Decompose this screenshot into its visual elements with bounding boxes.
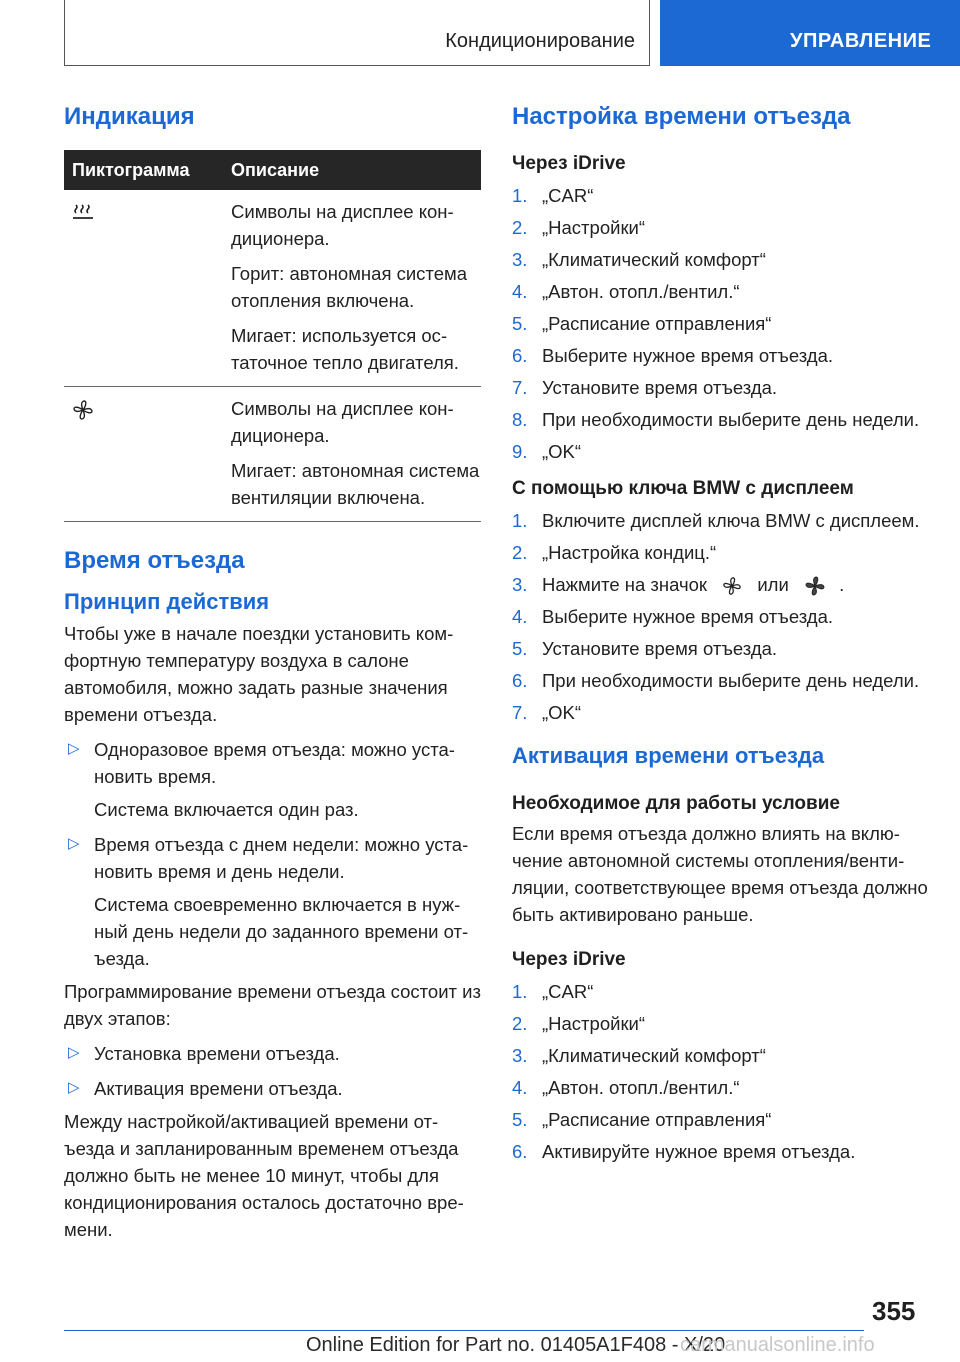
departure-heading: Время отъезда [64, 547, 245, 574]
heating-icon [72, 202, 94, 222]
condition-heading: Необходимое для работы условие [512, 793, 840, 814]
list-item: 1. „CAR“ [512, 981, 594, 1002]
list-item [64, 736, 481, 790]
principle-intro: Чтобы уже в начале поездки установить комфортную температуру воздуха в салоне автомобиля, можно задать разные значения времени отъезда. [64, 623, 454, 725]
bullet1-sub: Система включается один раз. [94, 799, 359, 820]
list-item: 5. Установите время отъезда. [512, 638, 778, 659]
header-section-tab [64, 0, 650, 66]
list-item: 9. „OK“ [512, 441, 582, 462]
list-item: 2. „Настройки“ [512, 1013, 646, 1034]
activation-heading: Активация времени отъезда [512, 743, 825, 768]
list-item: 6. Выберите нужное время отъезда. [512, 345, 833, 366]
activation-idrive-heading: Через iDrive [512, 949, 626, 970]
list-item: 5. „Расписание отправления“ [512, 1109, 772, 1130]
condition-text: Если время отъезда должно влиять на включение автономной системы отопления/вентиляции, соответствующее время отъезда должно быть активировано раньше. [512, 823, 928, 925]
list-item: 5. „Расписание отправления“ [512, 313, 772, 334]
table-header-description: Описание [231, 159, 320, 180]
setup-key-steps [512, 507, 932, 726]
row1-line1: Символы на дисплее кондиционера. [231, 201, 454, 249]
programming-text: Программирование времени отъезда состоит из двух этапов: [64, 981, 481, 1029]
triangle-bullet-icon: ▷ [68, 1044, 80, 1061]
setup-key-heading: С помощью ключа BMW с дисплеем [512, 478, 854, 499]
list-item: 2. „Настройки“ [512, 217, 646, 238]
right-column [512, 100, 932, 1170]
list-item: 3. „Климатический комфорт“ [512, 1045, 766, 1066]
list-item: 8. При необходимости выберите день недели. [512, 409, 920, 430]
principle-heading: Принцип действия [64, 589, 270, 614]
table-row [64, 387, 481, 522]
setup-idrive-steps [512, 182, 932, 465]
list-item: 1. „CAR“ [512, 185, 594, 206]
indication-table [64, 150, 481, 522]
list-item [64, 1040, 481, 1067]
triangle-bullet-icon: ▷ [68, 740, 80, 757]
footer-divider [64, 1330, 864, 1331]
list-item: 3. „Климатический комфорт“ [512, 249, 766, 270]
list-item: 6. При необходимости выберите день недели. [512, 670, 920, 691]
page-number: 355 [872, 1296, 916, 1326]
row1-line2: Горит: автономная система отопления включена. [231, 263, 467, 311]
list-item: 2. „Настройка кондиц.“ [512, 542, 717, 563]
row2-line1: Символы на дисплее кондиционера. [231, 398, 454, 446]
list-item: 7. „OK“ [512, 702, 582, 723]
triangle-bullet-icon: ▷ [68, 1079, 80, 1096]
list-item: 4. Выберите нужное время отъезда. [512, 606, 833, 627]
list-item: 7. Установите время отъезда. [512, 377, 778, 398]
list-item: 3. Нажмите на значок или . [512, 571, 932, 598]
stage1-text: Установка времени отъезда. [94, 1043, 340, 1064]
list-item: 4. „Автон. отопл./вентил.“ [512, 281, 740, 302]
list-item [64, 1075, 481, 1102]
fan-icon [722, 576, 742, 596]
footer-watermark: carmanualsonline.info [680, 1334, 875, 1356]
header-section-title: Кондиционирование [445, 30, 635, 52]
list-item: 6. Активируйте нужное время отъезда. [512, 1141, 856, 1162]
list-item: 4. „Автон. отопл./вентил.“ [512, 1077, 740, 1098]
table-row [64, 190, 481, 387]
left-column [64, 100, 481, 1243]
footer-edition: Online Edition for Part no. 01405A1F408 - X/20 [306, 1334, 726, 1356]
header-chapter-title: УПРАВЛЕНИЕ [790, 30, 932, 52]
stage2-text: Активация времени отъезда. [94, 1078, 343, 1099]
indication-heading: Индикация [64, 103, 195, 130]
departure-note: Между настройкой/активацией времени отъезда и запланированным временем отъезда должно быть не менее 10 минут, чтобы для кондиционирования осталось достаточно времени. [64, 1111, 464, 1240]
triangle-bullet-icon: ▷ [68, 835, 80, 852]
row1-line3: Мигает: используется остаточное тепло двигателя. [231, 325, 459, 373]
table-header-pictogram: Пиктограмма [72, 159, 190, 180]
list-item: 1. Включите дисплей ключа BMW с дисплеем. [512, 510, 920, 531]
fan-heating-icon [804, 575, 826, 597]
bullet1-text: Одноразовое время отъезда: можно установить время. [94, 739, 455, 787]
activation-steps [512, 978, 932, 1165]
table-header [64, 150, 481, 190]
fan-icon [72, 399, 94, 421]
setup-idrive-heading: Через iDrive [512, 153, 626, 174]
list-item [64, 831, 481, 885]
header-chapter-tab [660, 0, 960, 66]
bullet2-text: Время отъезда с днем недели: можно установить время и день недели. [94, 834, 469, 882]
bullet2-sub: Система своевременно включается в нужный день недели до заданного времени отъезда. [94, 894, 469, 969]
row2-line2: Мигает: автономная система вентиляции включена. [231, 460, 480, 508]
setup-heading: Настройка времени отъезда [512, 103, 851, 130]
